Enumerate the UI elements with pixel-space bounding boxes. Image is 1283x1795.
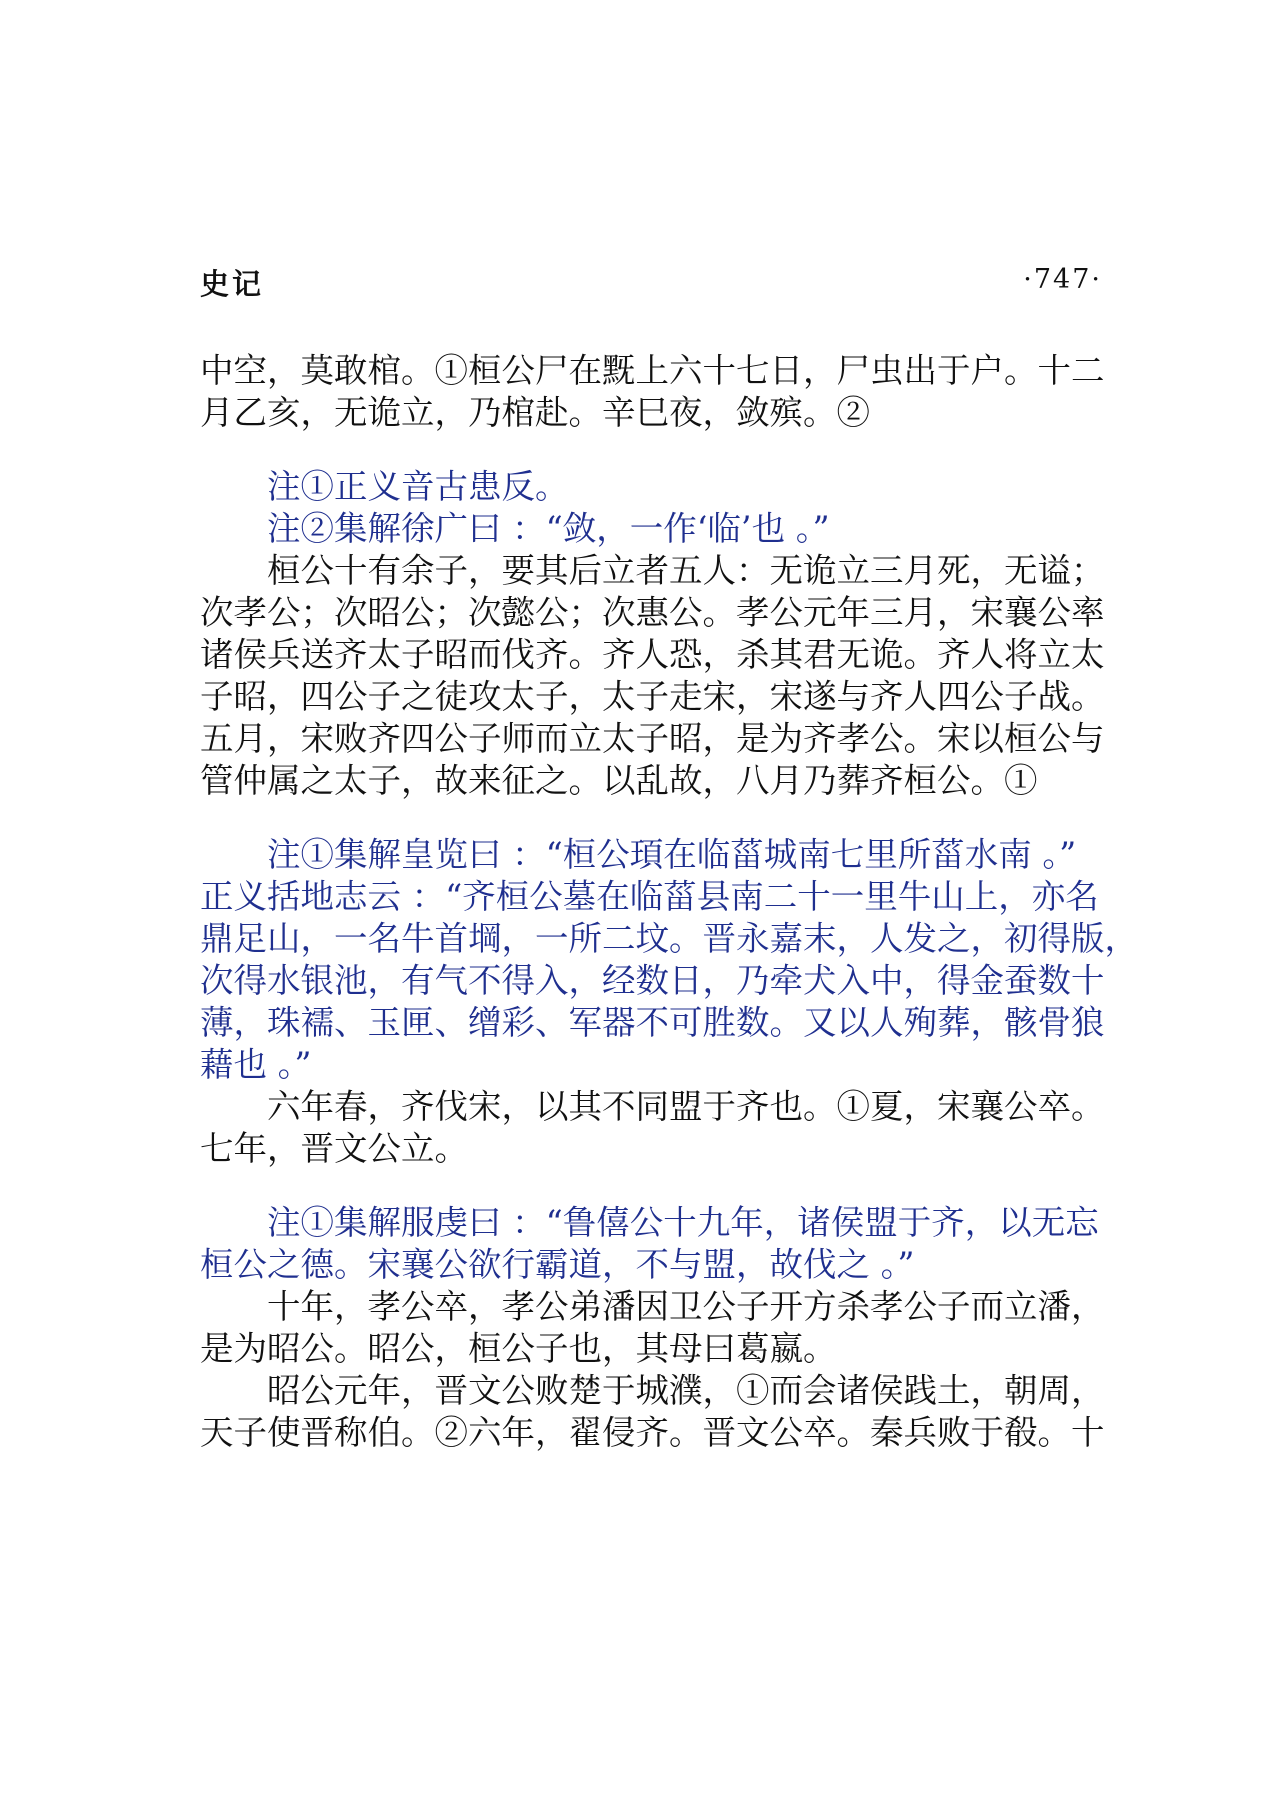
text-line: 五月，宋败齐四公子师而立太子昭，是为齐孝公。宋以桓公与 <box>200 719 1105 758</box>
annotation-line: 次得水银池，有气不得入，经数日，乃牵犬入中，得金蚕数十 <box>200 961 1105 1000</box>
paragraph-gap <box>200 434 1104 466</box>
text-line: 中空，莫敢棺。①桓公尸在黖上六十七日，尸虫出于户。十二 <box>200 351 1105 390</box>
annotation-line: 注②集解徐广曰 ：“敛，一作‘临’也 。” <box>267 509 830 548</box>
page-header <box>200 262 1102 312</box>
text-line: 十年，孝公卒，孝公弟潘因卫公子开方杀孝公子而立潘， <box>267 1287 1105 1326</box>
text-line: 是为昭公。昭公，桓公子也，其母曰葛嬴。 <box>200 1329 837 1368</box>
page-body <box>200 350 1138 1454</box>
annotation-line: 注①集解皇览曰 ：“桓公頊在临菑城南七里所菑水南 。” <box>267 835 1077 874</box>
text-line: 次孝公；次昭公；次懿公；次惠公。孝公元年三月，宋襄公率 <box>200 593 1105 632</box>
text-line: 桓公十有余子，要其后立者五人：无诡立三月死，无谥； <box>267 551 1105 590</box>
page-number: ·747· <box>1023 264 1102 295</box>
text-line: 管仲属之太子，故来征之。以乱故，八月乃葬齐桓公。① <box>200 761 1038 800</box>
book-title: 史记 <box>200 267 265 301</box>
annotation-line: 藉也 。” <box>200 1045 312 1084</box>
text-line: 天子使晋称伯。②六年，翟侵齐。晋文公卒。秦兵败于殽。十 <box>200 1413 1105 1452</box>
annotation-line: 桓公之德。宋襄公欲行霸道，不与盟，故伐之 。” <box>200 1245 915 1284</box>
text-line: 子昭，四公子之徒攻太子，太子走宋，宋遂与齐人四公子战。 <box>200 677 1105 716</box>
annotation-line: 鼎足山，一名牛首堈，一所二坟。晋永嘉末，人发之，初得版， <box>200 919 1138 958</box>
paragraph-gap <box>200 802 1104 834</box>
annotation-line: 注①正义音古患反。 <box>267 467 569 506</box>
annotation-line: 正义括地志云 ：“齐桓公墓在临菑县南二十一里牛山上，亦名 <box>200 877 1099 916</box>
annotation-line: 薄，珠襦、玉匣、缯彩、军器不可胜数。又以人殉葬，骸骨狼 <box>200 1003 1105 1042</box>
text-line: 月乙亥，无诡立，乃棺赴。辛巳夜，敛殡。② <box>200 393 870 432</box>
text-line: 昭公元年，晋文公败楚于城濮，①而会诸侯践土，朝周， <box>267 1371 1105 1410</box>
text-line: 七年，晋文公立。 <box>200 1129 468 1168</box>
text-line: 诸侯兵送齐太子昭而伐齐。齐人恐，杀其君无诡。齐人将立太 <box>200 635 1105 674</box>
paragraph-gap <box>200 1170 1104 1202</box>
text-line: 六年春，齐伐宋，以其不同盟于齐也。①夏，宋襄公卒。 <box>267 1087 1105 1126</box>
annotation-line: 注①集解服虔曰 ：“鲁僖公十九年，诸侯盟于齐，以无忘 <box>267 1203 1099 1242</box>
